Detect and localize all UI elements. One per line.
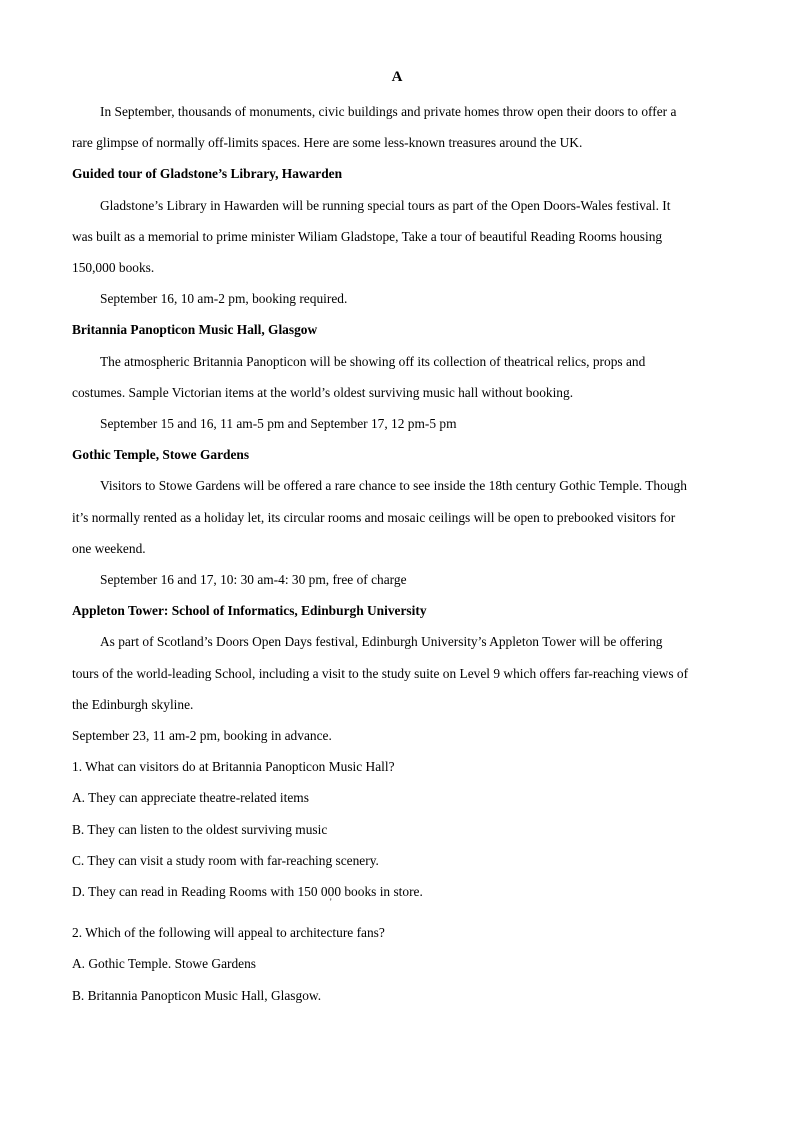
section-title: Appleton Tower: School of Informatics, Edinburgh University [72, 603, 427, 619]
passage-heading: A [391, 69, 403, 85]
intro-paragraph [72, 96, 722, 158]
section-line: The atmospheric Britannia Panopticon will be showing off its collection of theatrical relics, props and [100, 353, 646, 369]
section-line: tours of the world-leading School, including a visit to the study suite on Level 9 which offers far-reaching views of [72, 665, 689, 681]
section-time: September 23, 11 am-2 pm, booking in advance. [72, 728, 332, 744]
section-line: Visitors to Stowe Gardens will be offered a rare chance to see inside the 18th century Gothic Temple. Though [100, 478, 687, 494]
question-2 [72, 917, 722, 1011]
answer-option-b: B. They can listen to the oldest surviving music [72, 821, 328, 837]
answer-option-c: C. They can visit a study room with far-reaching scenery. [72, 852, 379, 868]
question-stem: 2. Which of the following will appeal to architecture fans? [72, 925, 385, 941]
section-title: Gothic Temple, Stowe Gardens [72, 447, 250, 463]
section-line: one weekend. [72, 540, 146, 556]
section-line: was built as a memorial to prime minister Wiliam Gladstope, Take a tour of beautiful Reading Rooms housing [72, 228, 663, 244]
section-title: Guided tour of Gladstone’s Library, Hawarden [72, 166, 343, 182]
answer-option-d: D. They can read in Reading Rooms with 150 000 books in store. [72, 884, 423, 900]
intro-line: rare glimpse of normally off-limits spaces. Here are some less-known treasures around the UK. [72, 135, 583, 151]
answer-option-a: A. Gothic Temple. Stowe Gardens [72, 956, 257, 972]
section-title: Britannia Panopticon Music Hall, Glasgow [72, 322, 318, 338]
section-appleton-tower [72, 595, 722, 751]
section-britannia-panopticon [72, 314, 722, 439]
question-1 [72, 751, 722, 907]
section-line: As part of Scotland’s Doors Open Days festival, Edinburgh University’s Appleton Tower will be offering [100, 634, 663, 650]
section-line: the Edinburgh skyline. [72, 696, 194, 712]
section-time: September 16, 10 am-2 pm, booking required. [100, 291, 348, 307]
question-stem: 1. What can visitors do at Britannia Panopticon Music Hall? [72, 759, 395, 775]
section-line: it’s normally rented as a holiday let, its circular rooms and mosaic ceilings will be open to prebooked visitors for [72, 509, 676, 525]
section-gothic-temple [72, 439, 722, 595]
section-line: Gladstone’s Library in Hawarden will be running special tours as part of the Open Doors-Wales festival. It [100, 197, 671, 213]
section-time: September 15 and 16, 11 am-5 pm and September 17, 12 pm-5 pm [100, 416, 457, 432]
stray-mark [72, 897, 722, 917]
section-gladstones-library [72, 158, 722, 314]
stray-mark-glyph: ' [330, 897, 332, 908]
answer-option-b: B. Britannia Panopticon Music Hall, Glasgow. [72, 987, 322, 1003]
section-line: costumes. Sample Victorian items at the world’s oldest surviving music hall without booking. [72, 384, 574, 400]
passage-body [72, 96, 722, 1011]
section-line: 150,000 books. [72, 260, 155, 276]
intro-line: In September, thousands of monuments, civic buildings and private homes throw open their doors to offer a [100, 104, 677, 119]
answer-option-a: A. They can appreciate theatre-related items [72, 790, 309, 806]
section-time: September 16 and 17, 10: 30 am-4: 30 pm, free of charge [100, 572, 407, 588]
